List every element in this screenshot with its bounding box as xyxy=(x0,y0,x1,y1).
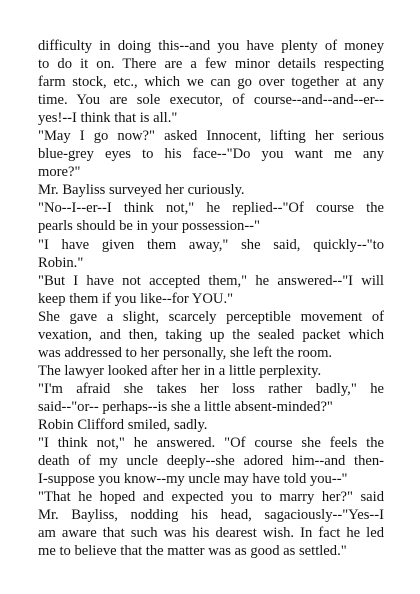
paragraph xyxy=(38,488,384,560)
paragraph xyxy=(38,308,384,362)
text-line: difficulty in doing this--and you have plenty of money xyxy=(38,38,384,54)
text-line: am aware that such was his dearest wish. In fact he led xyxy=(38,525,384,542)
text-line: keep them if you like--for YOU." xyxy=(38,290,234,307)
document-body-text xyxy=(38,37,384,560)
text-line: "No--I--er--I think not," he replied--"Of course the xyxy=(38,200,384,217)
text-line: said--"or-- perhaps--is she a little absent-minded?" xyxy=(38,398,333,415)
text-line: pearls should be in your possession--" xyxy=(38,218,260,235)
text-line: more?" xyxy=(38,164,81,181)
text-line: The lawyer looked after her in a little perplexity. xyxy=(38,362,322,379)
text-line: to do it on. There are a few minor details respecting xyxy=(38,56,384,73)
paragraph xyxy=(38,362,384,380)
text-line: Robin." xyxy=(38,254,84,271)
text-line: She gave a slight, scarcely perceptible movement of xyxy=(38,308,384,325)
paragraph xyxy=(38,416,384,434)
text-line: Mr. Bayliss surveyed her curiously. xyxy=(38,182,245,199)
text-line: Mr. Bayliss, nodding his head, sagaciously--"Yes--I xyxy=(38,507,384,524)
text-line: "I think not," he answered. "Of course she feels the xyxy=(38,435,384,452)
text-line: blue-grey eyes to his face--"Do you want me any xyxy=(38,146,384,163)
text-line: I-suppose you know--my uncle may have told you--" xyxy=(38,471,348,488)
paragraph xyxy=(38,380,384,416)
paragraph xyxy=(38,236,384,272)
text-line: death of my uncle deeply--she adored him--and then- xyxy=(38,453,384,470)
text-line: me to believe that the matter was as good as settled." xyxy=(38,543,347,560)
paragraph xyxy=(38,434,384,488)
text-line: time. You are sole executor, of course--and--and--er-- xyxy=(38,92,384,109)
text-line: "But I have not accepted them," he answered--"I will xyxy=(38,272,384,289)
paragraph xyxy=(38,199,384,235)
text-line: "I'm afraid she takes her loss rather badly," he xyxy=(38,380,384,397)
text-line: "That he hoped and expected you to marry her?" said xyxy=(38,489,384,506)
text-line: farm stock, etc., which we can go over together at any xyxy=(38,74,384,91)
text-line: vexation, and then, taking up the sealed packet which xyxy=(38,326,384,343)
paragraph xyxy=(38,127,384,181)
paragraph xyxy=(38,37,384,127)
paragraph xyxy=(38,181,384,199)
text-line: yes!--I think that is all." xyxy=(38,110,178,127)
text-line: "I have given them away," she said, quickly--"to xyxy=(38,236,384,253)
text-line: "May I go now?" asked Innocent, lifting her serious xyxy=(38,128,384,145)
paragraph xyxy=(38,272,384,308)
text-line: Robin Clifford smiled, sadly. xyxy=(38,416,208,433)
text-line: was addressed to her personally, she left the room. xyxy=(38,344,333,361)
